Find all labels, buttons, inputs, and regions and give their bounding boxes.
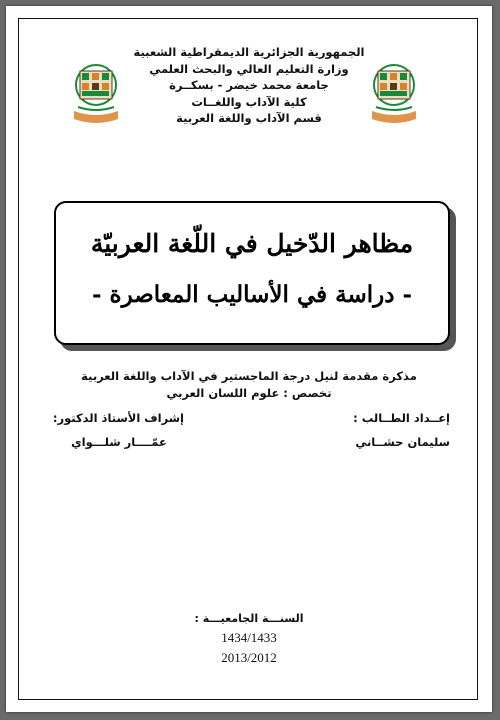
academic-year-label: السنـــة الجامعيـــة : [194,612,304,625]
academic-year-hijri: 1434/1433 [221,630,277,645]
academic-year-gregorian: 2013/2012 [221,650,277,665]
thesis-title-box [54,201,450,345]
university-logo-icon [66,61,126,133]
thesis-title: مظاهر الدّخيل في اللّغة العربيّة [90,229,414,258]
header-ministry: وزارة التعليم العالي والبحث العلمي [149,61,349,76]
supervisor-name: عمّــــار شلـــواي [71,435,167,449]
degree-statement [6,368,492,402]
university-logo-icon [364,61,424,133]
academic-year-block [6,610,492,668]
header-faculty: كلية الآداب واللغــات [191,94,307,109]
supervisor-block [54,406,184,454]
thesis-subtitle: - دراسة في الأساليب المعاصرة - [91,281,413,308]
student-block [353,406,450,454]
header-republic: الجمهورية الجزائرية الديمقراطية الشعبية [133,45,365,59]
header-university: جامعة محمد خيضر - بسكــرة [169,78,329,92]
specialization-line: تخصص : علوم اللسان العربي [166,386,332,400]
supervisor-label: إشراف الأستاذ الدكتور: [52,411,184,425]
student-name: سليمان حشــاني [355,435,450,449]
student-label: إعــداد الطــالب : [353,411,450,425]
degree-line: مذكرة مقدمة لنيل درجة الماجستير في الآداب واللغة العربية [81,369,417,383]
document-page [6,6,492,712]
header-department: قسم الآداب واللغة العربية [176,111,322,125]
